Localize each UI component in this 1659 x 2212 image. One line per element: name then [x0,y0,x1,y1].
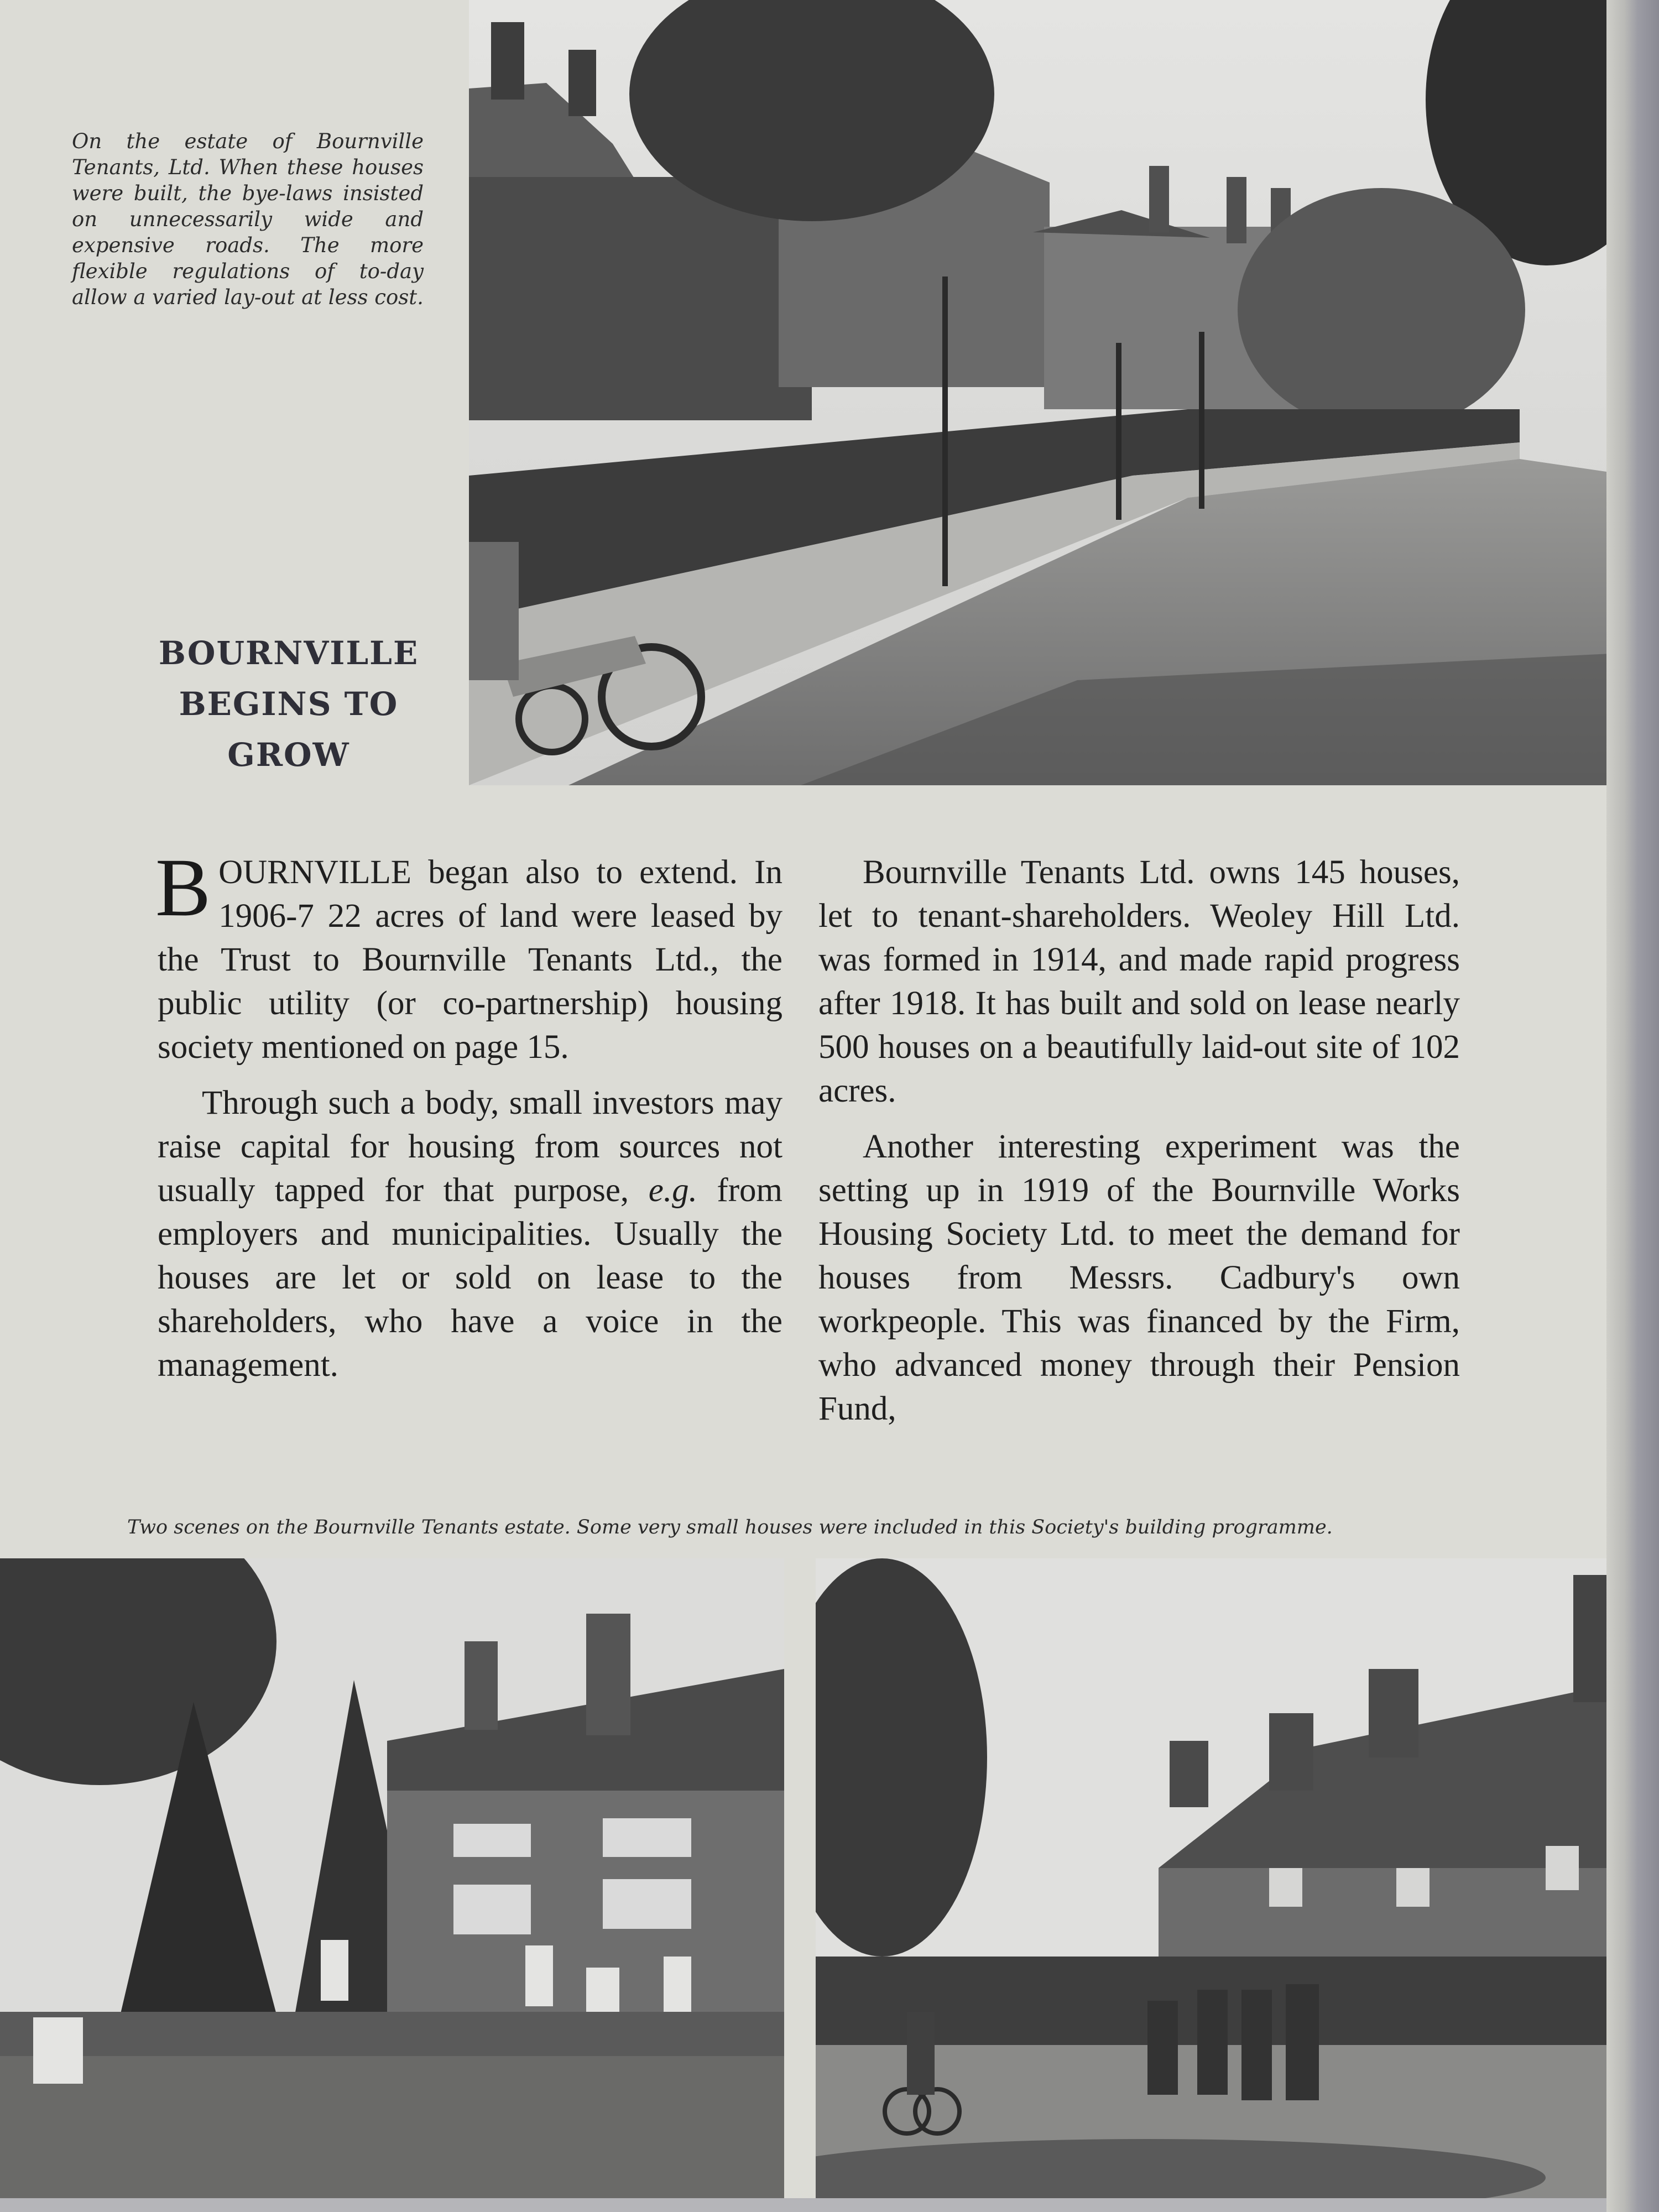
paragraph: Another interesting experiment was the setting up in 1919 of the Bournville Works Housing Society Ltd. to meet the demand for houses from Messrs. Cadbury's own workpeople. This was financed by the Firm, who advanced money through their Pension Fund, [818,1128,1460,1427]
street-corner-image [816,1558,1606,2212]
lawn-photo [0,1558,784,2212]
emphasis-text: e.g. [648,1172,697,1209]
section-heading [145,628,432,780]
heading-line-3: GROW [227,736,350,774]
paragraph-text: OURNVILLE began also to extend. In 1906-7 22 acres of land were leased by the Trust to Bournville Tenants Ltd., the public utility (or co-partnership) housing society mentioned on page 15. [158,854,782,1066]
top-photo-caption: On the estate of Bournville Tenants, Ltd. When these houses were built, the bye-laws insisted on unnecessarily wide and expensive roads. The more flexible regulations of to-day allow a varied lay-out at less cost. [72,129,424,309]
children-on-lawn-image [0,1558,784,2212]
left-text-column [155,842,782,1399]
paragraph: Bournville Tenants Ltd. owns 145 houses, let to tenant-shareholders. Weoley Hill Ltd. was formed in 1914, and made rapid progress after 1918. It has built and sold on lease nearly 500 houses on a beautifully laid-out site of 102 acres. [818,854,1460,1109]
bottom-photos-caption: Two scenes on the Bournville Tenants estate. Some very small houses were included in this Society's building programme. [127,1516,1333,1538]
heading-line-1: BOURNVILLE [158,634,419,672]
page-edge-shadow [1606,0,1659,2212]
page-bottom-edge [0,2198,1629,2212]
right-text-column [818,851,1460,1443]
street-corner-photo [816,1558,1606,2212]
street-photo [469,0,1629,785]
paragraph [155,842,782,1069]
paragraph-text: from employers and municipalities. Usually the houses are let or sold on lease to the shareholders, who have a voice in the management. [158,1172,782,1384]
heading-line-2: BEGINS TO [179,685,399,723]
paragraph-text: Through such a body, small investors may raise capital for housing from sources not usually tapped for that purpose, [158,1084,782,1209]
drop-cap: B [155,842,211,933]
street-scene-image [469,0,1629,785]
paragraph [158,1081,782,1387]
